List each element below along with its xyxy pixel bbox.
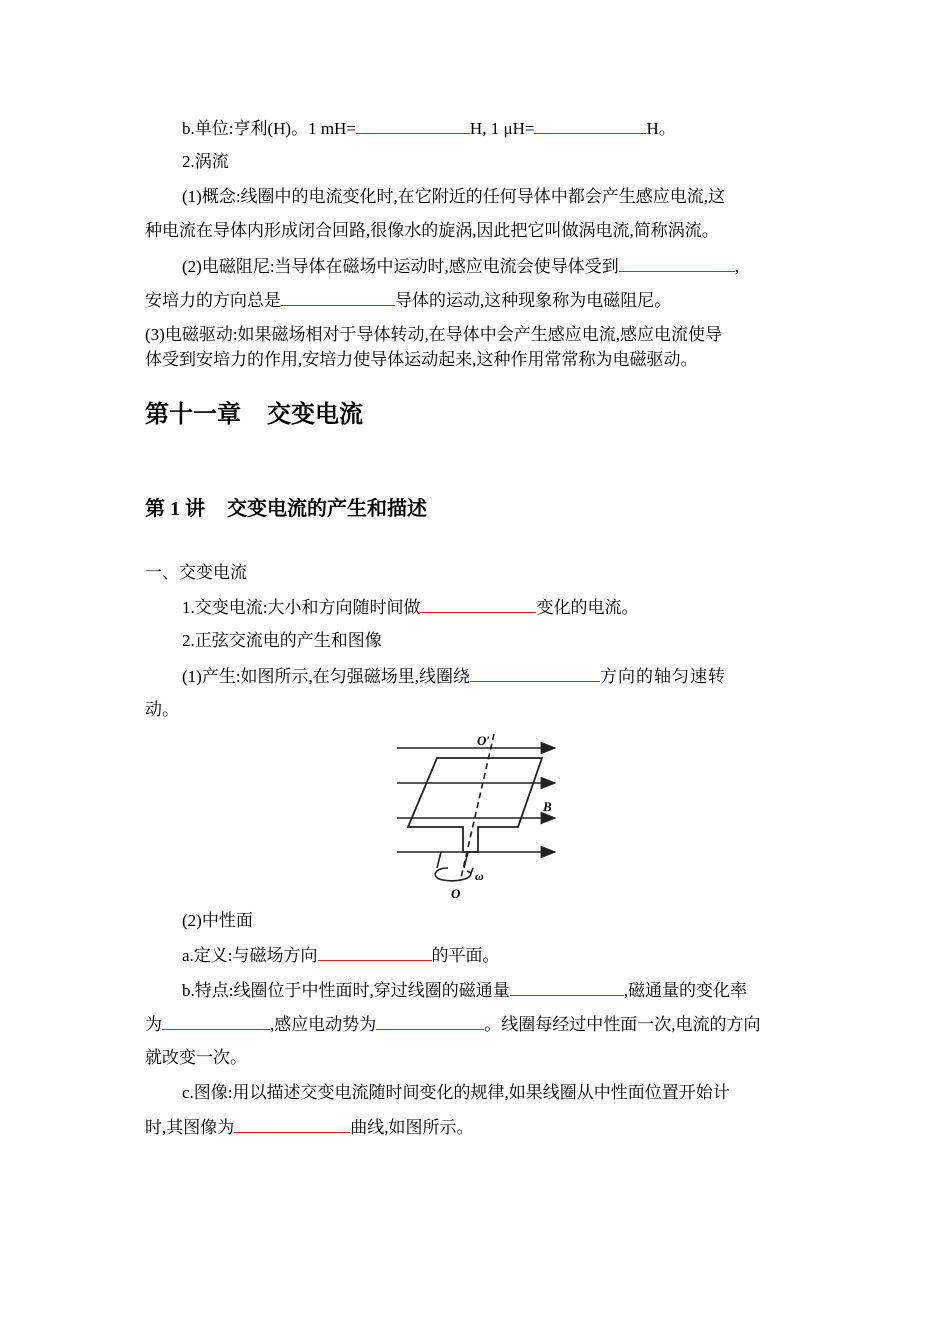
answer-blank[interactable] <box>281 290 395 306</box>
feature-text-c: 为 <box>145 1015 162 1034</box>
drive-line-2: 体受到安培力的作用,安培力使导体运动起来,这种作用常常称为电磁驱动。 <box>145 350 698 369</box>
gen-text-b: 方向的轴匀速转 <box>600 667 727 686</box>
lecture-title: 交变电流的产生和描述 <box>227 498 427 520</box>
feature-text-b: ,磁通量的变化率 <box>623 981 747 1000</box>
field-label: B <box>543 799 552 814</box>
ac-section-title: 一、交变电流 <box>145 563 247 582</box>
generation-line-1 <box>182 666 726 687</box>
neutral-definition-line <box>182 945 500 966</box>
gen-text-a: (1)产生:如图所示,在匀强磁场里,线圈绕 <box>182 667 471 686</box>
feature-text-a: b.特点:线圈位于中性面时,穿过线圈的磁通量 <box>182 981 510 1000</box>
ac-def-text-b: 变化的电流。 <box>536 598 639 617</box>
lecture-heading <box>145 496 427 522</box>
ac-definition-line <box>182 597 638 618</box>
damping-line-2 <box>145 290 671 311</box>
damping-text: (2)电磁阻尼:当导体在磁场中运动时,感应电流会使导体受到 <box>182 257 619 276</box>
ac-def-text-a: 1.交变电流:大小和方向随时间做 <box>182 598 421 617</box>
graph-text-a: 时,其图像为 <box>145 1118 235 1137</box>
coil-in-field-figure <box>393 728 563 902</box>
coil-lead <box>437 852 441 868</box>
rotation-arrow <box>435 868 471 881</box>
rotation-arrowhead <box>467 868 473 873</box>
graph-line-2 <box>145 1117 474 1138</box>
unit-text-b: H, 1 μH= <box>469 119 535 138</box>
answer-blank[interactable] <box>376 1014 484 1030</box>
answer-blank[interactable] <box>470 666 600 682</box>
answer-blank[interactable] <box>534 118 646 134</box>
rotation-axis <box>461 734 494 878</box>
inductance-unit-line <box>182 118 676 139</box>
drive-line-1: (3)电磁驱动:如果磁场相对于导体转动,在导体中会产生感应电流,感应电流使导 <box>145 325 723 344</box>
neutral-title: (2)中性面 <box>182 911 253 930</box>
axis-label-top: O′ <box>477 733 491 748</box>
eddy-concept-line-1: (1)概念:线圈中的电流变化时,在它附近的任何导体中都会产生感应电流,这 <box>182 187 726 206</box>
feature-text-e: 。线圈每经过中性面一次,电流的方向 <box>484 1015 761 1034</box>
graph-text-b: 曲线,如图所示。 <box>350 1118 474 1137</box>
answer-blank[interactable] <box>420 597 536 613</box>
axis-label-bottom: O <box>451 886 461 901</box>
chapter-title: 交变电流 <box>267 402 363 428</box>
neutral-def-text-a: a.定义:与磁场方向 <box>182 946 318 965</box>
graph-line-1: c.图像:用以描述交变电流随时间变化的规律,如果线圈从中性面位置开始计 <box>182 1083 730 1102</box>
damping-line-1 <box>182 256 739 277</box>
omega-label: ω <box>475 869 484 883</box>
chapter-heading <box>145 400 363 430</box>
answer-blank[interactable] <box>234 1117 350 1133</box>
answer-blank[interactable] <box>318 945 432 961</box>
chapter-number: 第十一章 <box>145 402 241 428</box>
neutral-def-text-b: 的平面。 <box>431 946 500 965</box>
unit-text-a: b.单位:亨利(H)。1 mH= <box>182 119 356 138</box>
answer-blank[interactable] <box>510 980 624 996</box>
answer-blank[interactable] <box>162 1014 270 1030</box>
sine-title: 2.正弦交流电的产生和图像 <box>182 631 382 650</box>
lecture-number: 第 1 讲 <box>145 498 205 520</box>
neutral-feature-line-1 <box>182 980 747 1001</box>
damping-text-2b: 导体的运动,这种现象称为电磁阻尼。 <box>395 291 672 310</box>
answer-blank[interactable] <box>619 256 735 272</box>
neutral-feature-line-3: 就改变一次。 <box>145 1048 247 1067</box>
unit-text-c: H。 <box>646 119 676 138</box>
answer-blank[interactable] <box>356 118 470 134</box>
feature-text-d: ,感应电动势为 <box>270 1015 377 1034</box>
coil-loop <box>408 758 542 852</box>
damping-text-2a: 安培力的方向总是 <box>145 291 281 310</box>
eddy-concept-line-2: 种电流在导体内形成闭合回路,很像水的旋涡,因此把它叫做涡电流,简称涡流。 <box>145 221 719 240</box>
generation-line-2: 动。 <box>145 700 179 719</box>
eddy-title: 2.涡流 <box>182 152 229 171</box>
neutral-feature-line-2 <box>145 1014 761 1035</box>
damping-comma: , <box>734 257 740 276</box>
